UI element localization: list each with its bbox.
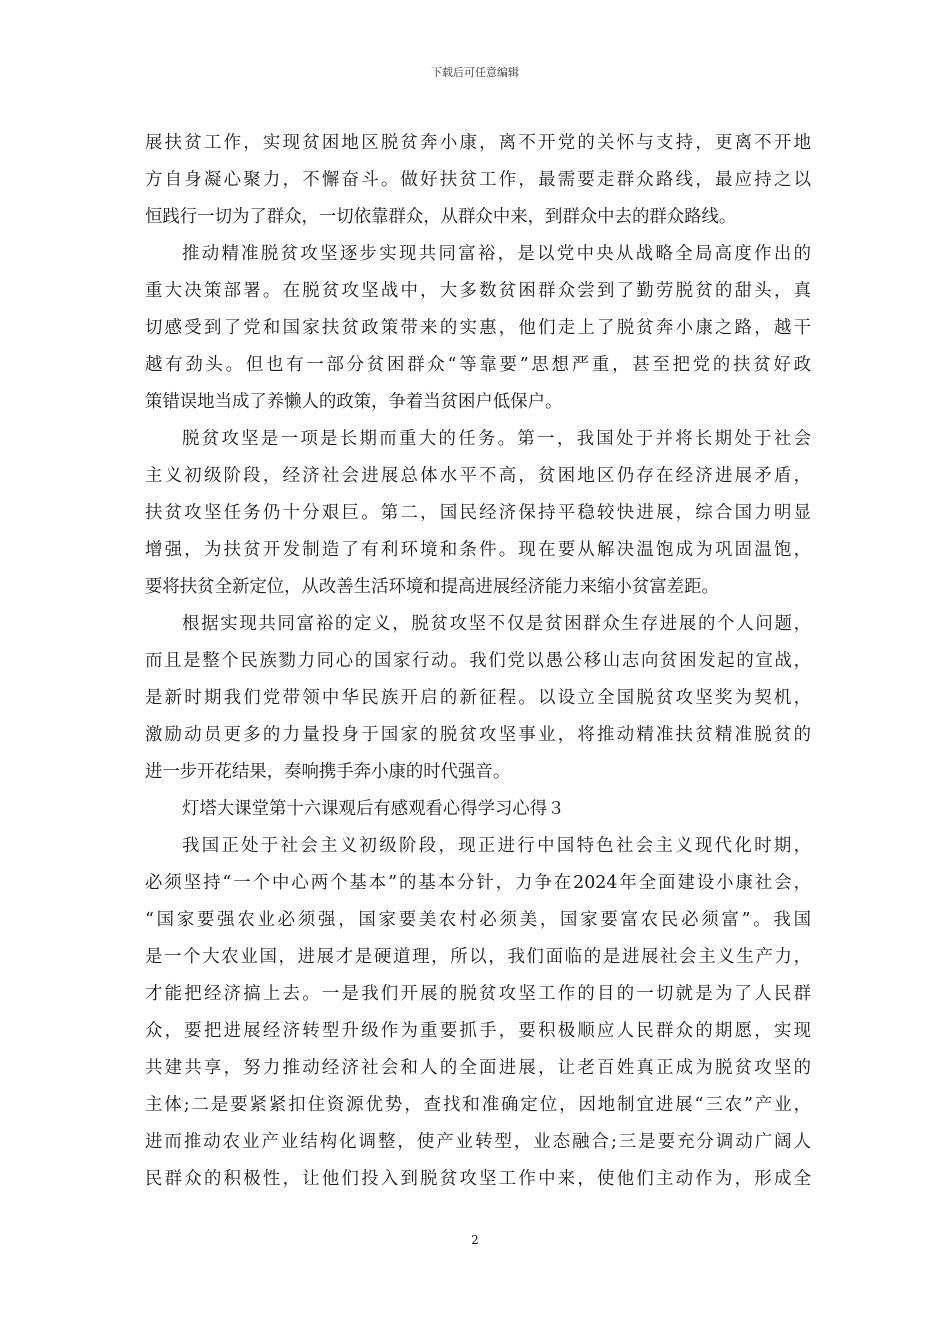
text-line: 推动精准脱贫攻坚逐步实现共同富裕，是以党中央从战略全局高度作出的: [182, 244, 811, 264]
paragraph: [145, 828, 811, 1198]
page-number: 2: [471, 1233, 479, 1247]
text-line: 激励动员更多的力量投身于国家的脱贫攻坚事业，将推动精准扶贫精准脱贫的: [145, 725, 811, 745]
document-body: [145, 125, 811, 1198]
text-line: 要将扶贫全新定位，从改善生活环境和提高进展经济能力来缩小贫富差距。: [145, 577, 719, 597]
text-line: 策错误地当成了养懒人的政策，争着当贫困户低保户。: [145, 392, 563, 412]
text-line: 切感受到了党和国家扶贫政策带来的实惠，他们走上了脱贫奔小康之路，越干: [145, 318, 811, 338]
text-line: 增强，为扶贫开发制造了有利环境和条件。现在要从解决温饱成为巩固温饱，: [145, 540, 811, 560]
text-line: 民群众的积极性，让他们投入到脱贫攻坚工作中来，使他们主动作为，形成全: [145, 1169, 811, 1189]
text-line: 主义初级阶段，经济社会进展总体水平不高，贫困地区仍存在经济进展矛盾，: [145, 466, 811, 486]
text-line: 扶贫攻坚任务仍十分艰巨。第二，国民经济保持平稳较快进展，综合国力明显: [145, 503, 811, 523]
text-line: 我国正处于社会主义初级阶段，现正进行中国特色社会主义现代化时期，: [182, 836, 811, 856]
page-header: 下载后可任意编辑: [431, 66, 519, 79]
text-line: 脱贫攻坚是一项是长期而重大的任务。第一，我国处于并将长期处于社会: [182, 429, 811, 449]
paragraph: [145, 606, 811, 791]
text-line: 主体;二是要紧紧扣住资源优势，查找和准确定位，因地制宜进展“三农”产业，: [145, 1095, 811, 1115]
section-title: [145, 791, 811, 828]
text-line: 方自身凝心聚力，不懈奋斗。做好扶贫工作，最需要走群众路线，最应持之以: [145, 170, 811, 190]
text-line: 是一个大农业国，进展才是硬道理，所以，我们面临的是进展社会主义生产力，: [145, 947, 811, 967]
text-line: 展扶贫工作，实现贫困地区脱贫奔小康，离不开党的关怀与支持，更离不开地: [145, 133, 811, 153]
text-line: 进而推动农业产业结构化调整，使产业转型，业态融合;三是要充分调动广阔人: [145, 1132, 811, 1152]
text-line: 重大决策部署。在脱贫攻坚战中，大多数贫困群众尝到了勤劳脱贫的甜头，真: [145, 281, 811, 301]
text-line: 恒践行一切为了群众，一切依靠群众，从群众中来，到群众中去的群众路线。: [145, 207, 737, 227]
text-line: 根据实现共同富裕的定义，脱贫攻坚不仅是贫困群众生存进展的个人问题，: [182, 614, 811, 634]
paragraph: [145, 125, 811, 236]
text-line: 而且是整个民族勠力同心的国家行动。我们党以愚公移山志向贫困发起的宣战，: [145, 651, 811, 671]
text-line: 是新时期我们党带领中华民族开启的新征程。以设立全国脱贫攻坚奖为契机，: [145, 688, 811, 708]
text-line: 共建共享，努力推动经济社会和人的全面进展，让老百姓真正成为脱贫攻坚的: [145, 1058, 811, 1078]
paragraph: [145, 236, 811, 421]
paragraph: [145, 421, 811, 606]
text-line: 才能把经济搞上去。一是我们开展的脱贫攻坚工作的目的一切就是为了人民群: [145, 984, 811, 1004]
text-line: 众，要把进展经济转型升级作为重要抓手，要积极顺应人民群众的期愿，实现: [145, 1021, 811, 1041]
text-line: 必须坚持“一个中心两个基本”的基本分针，力争在2024年全面建设小康社会，: [145, 873, 811, 893]
text-line: “国家要强农业必须强，国家要美农村必须美，国家要富农民必须富”。我国: [145, 910, 811, 930]
text-line: 越有劲头。但也有一部分贫困群众“等靠要”思想严重，甚至把党的扶贫好政: [145, 355, 811, 375]
text-line: 进一步开花结果，奏响携手奔小康的时代强音。: [145, 762, 511, 782]
section-title-text: 灯塔大课堂第十六课观后有感观看心得学习心得３: [182, 799, 565, 819]
